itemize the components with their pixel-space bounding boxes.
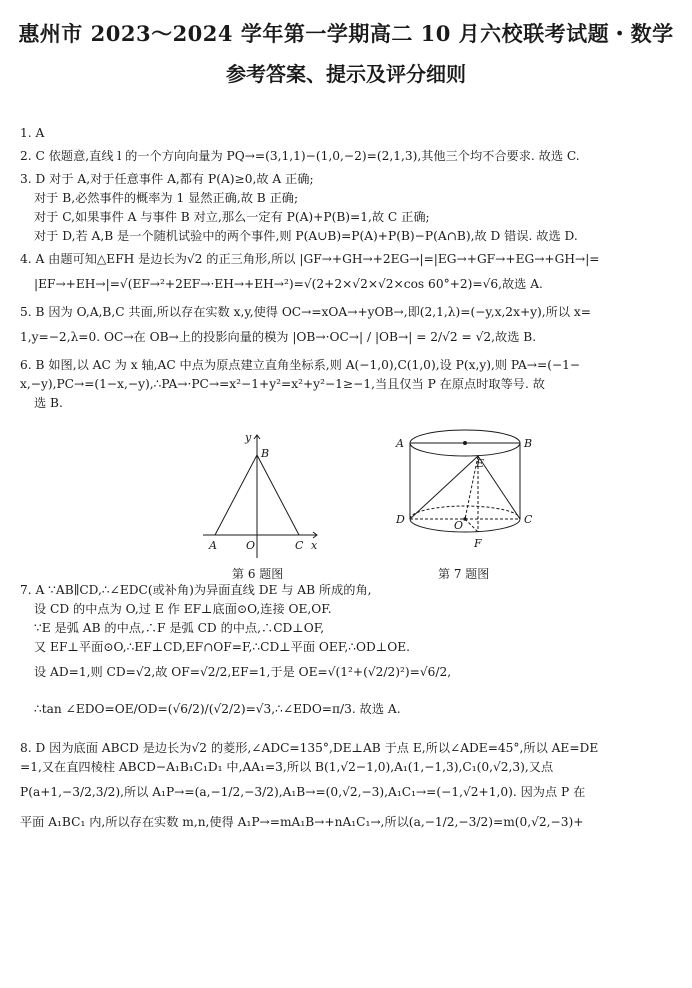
answer-8-line: =1,又在直四棱柱 ABCD−A₁B₁C₁D₁ 中,AA₁=3,所以 B(1,√2−1,0),A₁(1,−1,3),C₁(0,√2,3),又点 [20,760,554,774]
fig6-side-bc [257,455,299,535]
fig7-bottom-front [410,519,520,532]
fig6-label-c: C [295,539,304,552]
figure-6-diagram [195,423,325,573]
answer-7-line: ∵E 是弧 AB 的中点,∴F 是弧 CD 的中点,∴CD⊥OF, [34,621,325,635]
answer-content [20,124,672,837]
answer-7-line: 7. A ∵AB∥CD,∴∠EDC(或补角)为异面直线 DE 与 AB 所成的角, [20,583,372,597]
fig6-label-y: y [245,431,252,444]
document-title: 惠州市 2023～2024 学年第一学期高二 10 月六校联考试题・数学 [18,21,674,46]
fig6-label-o: O [246,539,256,552]
fig7-label-e: E [476,457,485,470]
fig7-label-a: A [396,437,404,450]
fig7-line-ed [410,456,478,519]
fig6-side-ab [215,455,257,535]
answer-5-line: 5. B 因为 O,A,B,C 共面,所以存在实数 x,y,使得 OC→=xOA→+yOB→,即(2,1,λ)=(−y,x,2x+y),所以 x= [20,305,591,319]
figures-row [20,423,672,581]
answer-3-line: 对于 B,必然事件的概率为 1 显然正确,故 B 正确; [34,191,299,205]
fig7-label-d: D [396,513,405,526]
answer-4-line: 4. A 由题可知△EFH 是边长为√2 的正三角形,所以 |GF→+GH→+2EG→|=|EG→+GF→+EG→+GH→|= [20,252,600,266]
answer-2: 2. C 依题意,直线 l 的一个方向向量为 PQ→=(3,1,1)−(1,0,−2)=(2,1,3),其他三个均不合要求. 故选 C. [20,149,580,163]
answer-7-line: 设 AD=1,则 CD=√2,故 OF=√2/2,EF=1,于是 OE=√(1²+(√2/2)²)=√6/2, [34,665,452,679]
answer-1: 1. A [20,126,45,140]
answer-5-line: 1,y=−2,λ=0. OC→在 OB→上的投影向量的模为 |OB→·OC→| / |OB→| = 2/√2 = √2,故选 B. [20,330,537,344]
fig6-label-a: A [209,539,217,552]
figure-7-caption: 第 7 题图 [438,567,490,581]
fig6-label-b: B [261,447,270,460]
answer-6-line: 选 B. [34,396,63,410]
answer-3-line: 3. D 对于 A,对于任意事件 A,都有 P(A)≥0,故 A 正确; [20,172,314,186]
fig7-label-f: F [474,537,482,550]
answer-7-line: 设 CD 的中点为 O,过 E 作 EF⊥底面⊙O,连接 OE,OF. [34,602,332,616]
answer-8-line: 8. D 因为底面 ABCD 是边长为√2 的菱形,∠ADC=135°,DE⊥AB 于点 E,所以∠ADE=45°,所以 AE=DE [20,741,599,755]
fig7-label-b: B [524,437,533,450]
document-subtitle: 参考答案、提示及评分细则 [226,62,466,86]
fig6-label-x: x [311,539,318,552]
answer-6-line: x,−y),PC→=(1−x,−y),∴PA→·PC→=x²−1+y²=x²+y²−1≥−1,当且仅当 P 在原点时取等号. 故 [20,377,545,391]
answer-7-line: 又 EF⊥平面⊙O,∴EF⊥CD,EF∩OF=F,∴CD⊥平面 OEF,∴OD⊥OE. [34,640,410,654]
fig7-line-of [465,519,478,532]
fig7-line-ec [478,456,520,519]
fig7-top-center-dot [463,441,467,445]
fig7-label-c: C [524,513,533,526]
answer-6-line: 6. B 如图,以 AC 为 x 轴,AC 中点为原点建立直角坐标系,则 A(−1,0),C(1,0),设 P(x,y),则 PA→=(−1− [20,358,581,372]
answer-4-line: |EF→+EH→|=√(EF→²+2EF→·EH→+EH→²)=√(2+2×√2×√2×cos 60°+2)=√6,故选 A. [34,277,543,291]
answer-3-line: 对于 C,如果事件 A 与事件 B 对立,那么一定有 P(A)+P(B)=1,故 C 正确; [34,210,430,224]
figure-6-caption: 第 6 题图 [232,567,284,581]
figure-7-diagram [390,423,540,573]
fig7-o-dot [463,517,467,521]
answer-8-line: P(a+1,−3/2,3/2),所以 A₁P→=(a,−1/2,−3/2),A₁B→=(0,√2,−3),A₁C₁→=(−1,√2+1,0). 因为点 P 在 [20,785,586,799]
answer-3-line: 对于 D,若 A,B 是一个随机试验中的两个事件,则 P(A∪B)=P(A)+P(B)−P(A∩B),故 D 错误. 故选 D. [34,229,578,243]
answer-8-line: 平面 A₁BC₁ 内,所以存在实数 m,n,使得 A₁P→=mA₁B→+nA₁C₁→,所以(a,−1/2,−3/2)=m(0,√2,−3)+ [20,815,584,829]
fig7-label-o: O [454,519,464,532]
answer-7-line: ∴tan ∠EDO=OE/OD=(√6/2)/(√2/2)=√3,∴∠EDO=π/3. 故选 A. [34,702,401,716]
